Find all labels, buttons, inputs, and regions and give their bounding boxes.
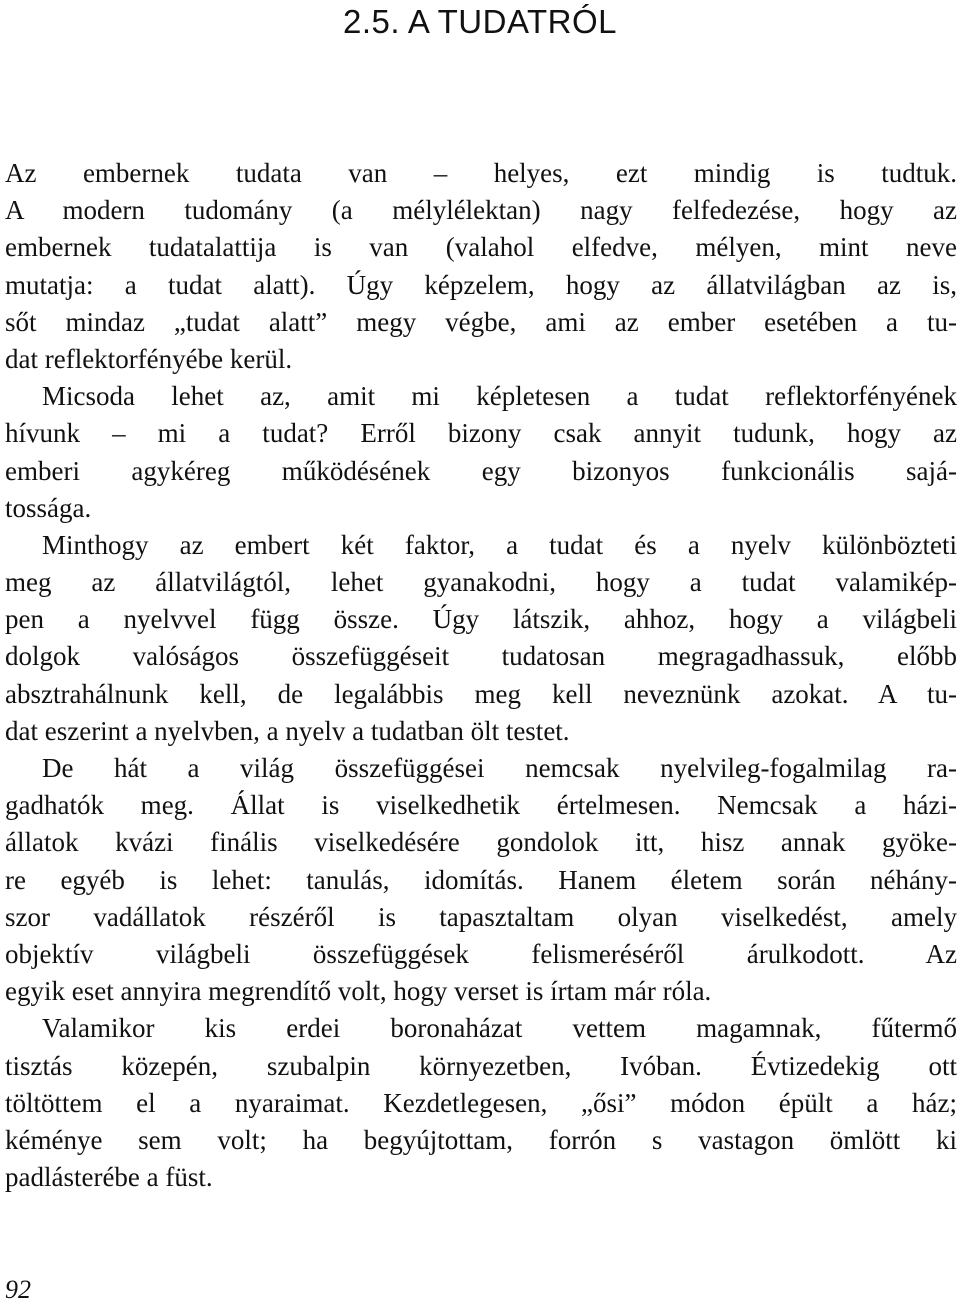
text-line: hívunk – mi a tudat? Erről bizony csak annyit tudunk, hogy az <box>5 418 957 449</box>
text-line: tisztás közepén, szubalpin környezetben, Ivóban. Évtizedekig ott <box>5 1050 957 1081</box>
text-line: dat eszerint a nyelvben, a nyelv a tudatban ölt testet. <box>5 715 570 746</box>
text-line: állatok kvázi finális viselkedésére gondolok itt, hisz annak gyöke- <box>5 827 957 858</box>
text-line: absztrahálnunk kell, de legalábbis meg kell neveznünk azokat. A tu- <box>5 678 957 709</box>
text-line: emberi agykéreg működésének egy bizonyos funkcionális sajá- <box>5 455 957 486</box>
text-line: dolgok valóságos összefüggéseit tudatosan megragadhassuk, előbb <box>5 641 957 672</box>
text-line: Valamikor kis erdei boronaházat vettem magamnak, fűtermő <box>42 1013 957 1044</box>
text-line: töltöttem el a nyaraimat. Kezdetlegesen, „ősi” módon épült a ház; <box>5 1087 957 1118</box>
text-line: szor vadállatok részéről is tapasztaltam olyan viselkedést, amely <box>5 901 957 932</box>
body-text <box>5 155 957 1196</box>
page-number: 92 <box>5 1275 31 1304</box>
text-line: A modern tudomány (a mélylélektan) nagy felfedezése, hogy az <box>5 195 957 226</box>
text-line: Micsoda lehet az, amit mi képletesen a tudat reflektorfényének <box>42 381 957 412</box>
text-line: objektív világbeli összefüggések felismeréséről árulkodott. Az <box>5 938 957 969</box>
text-line: mutatja: a tudat alatt). Úgy képzelem, hogy az állatvilágban az is, <box>5 269 957 300</box>
text-line: dat reflektorfényébe kerül. <box>5 343 293 374</box>
text-line: padlásterébe a füst. <box>5 1162 213 1193</box>
text-line: egyik eset annyira megrendítő volt, hogy verset is írtam már róla. <box>5 976 712 1007</box>
section-title: 2.5. A TUDATRÓL <box>342 3 618 40</box>
text-line: kéménye sem volt; ha begyújtottam, forrón s vastagon ömlött ki <box>5 1124 957 1155</box>
text-line: Az embernek tudata van – helyes, ezt mindig is tudtuk. <box>5 158 957 188</box>
text-line: re egyéb is lehet: tanulás, idomítás. Hanem életem során néhány- <box>5 864 957 895</box>
text-line: De hát a világ összefüggései nemcsak nyelvileg-fogalmilag ra- <box>42 753 957 783</box>
text-line: Minthogy az embert két faktor, a tudat és a nyelv különbözteti <box>42 529 957 560</box>
text-line: embernek tudatalattija is van (valahol elfedve, mélyen, mint neve <box>5 232 957 263</box>
text-line: gadhatók meg. Állat is viselkedhetik értelmesen. Nemcsak a házi- <box>5 790 957 821</box>
text-line: meg az állatvilágtól, lehet gyanakodni, hogy a tudat valamikép- <box>5 567 957 598</box>
text-line: sőt mindaz „tudat alatt” megy végbe, ami az ember esetében a tu- <box>5 306 957 337</box>
text-line: pen a nyelvvel függ össze. Úgy látszik, ahhoz, hogy a világbeli <box>5 604 957 635</box>
text-line: tossága. <box>5 492 92 523</box>
